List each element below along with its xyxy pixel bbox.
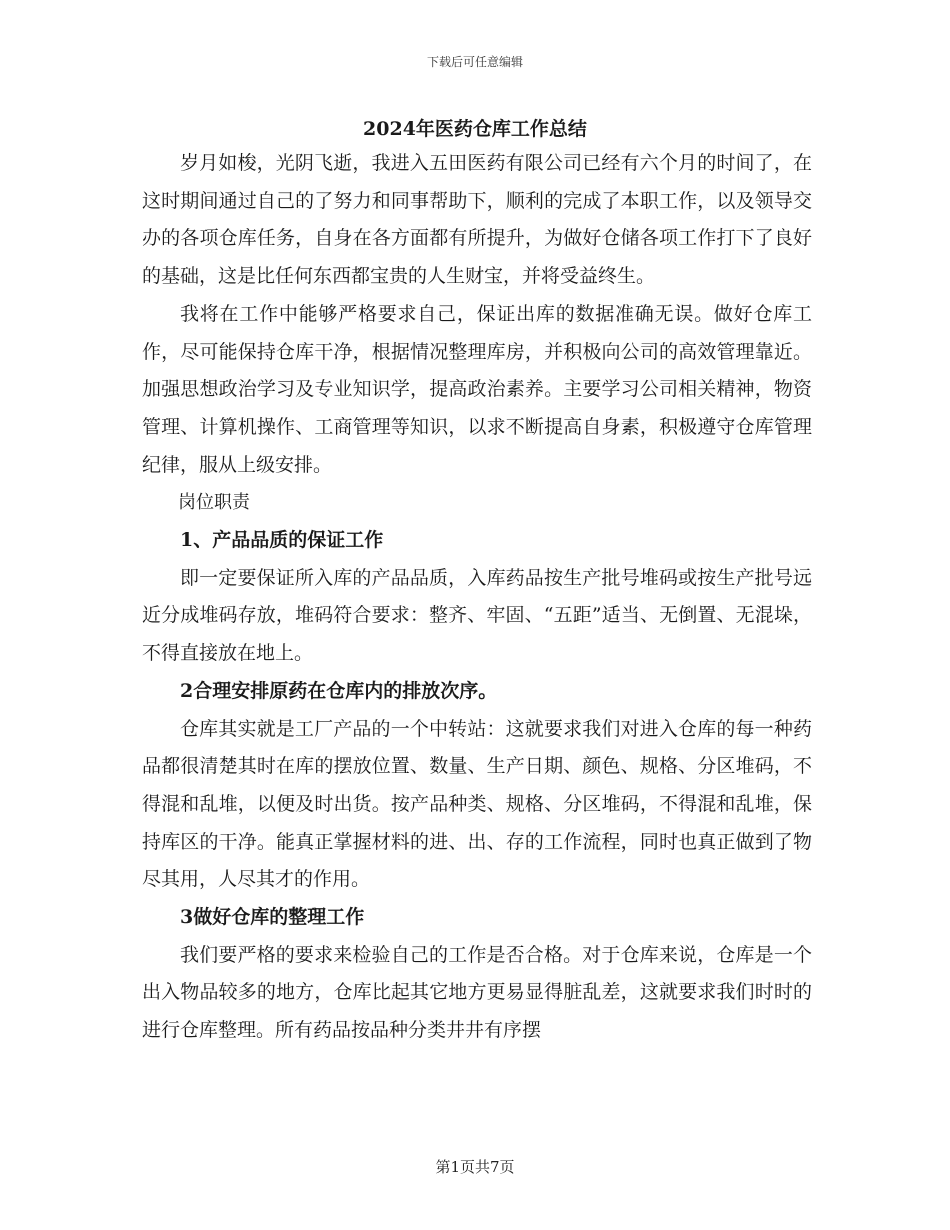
heading-warehouse-tidying: 3做好仓库的整理工作 <box>180 906 365 929</box>
document-title: 2024年医药仓库工作总结 <box>363 118 587 140</box>
heading-storage-order: 2合理安排原药在仓库内的排放次序。 <box>180 679 498 702</box>
section-label-duties: 岗位职责 <box>178 492 250 514</box>
paragraph-intro: 岁月如梭，光阴飞逝，我进入五田医药有限公司已经有六个月的时间了，在这时期间通过自己的了努力和同事帮助下，顺利的完成了本职工作，以及领导交办的各项仓库任务，自身在各方面都有所提升，为做好仓储各项工作打下了良好的基础，这是比任何东西都宝贵的人生财宝，并将受益终生。 <box>142 152 812 288</box>
paragraph-product-quality: 即一定要保证所入库的产品品质，入库药品按生产批号堆码或按生产批号远近分成堆码存放，堆码符合要求：整齐、牢固、“五距”适当、无倒置、无混垛，不得直接放在地上。 <box>142 566 812 665</box>
document-body <box>142 145 812 1050</box>
page-indicator: 第1页共7页 <box>435 1158 515 1176</box>
paragraph-warehouse-tidying: 我们要严格的要求来检验自己的工作是否合格。对于仓库来说，仓库是一个出入物品较多的地方，仓库比起其它地方更易显得脏乱差，这就要求我们时时的进行仓库整理。所有药品按品种分类井井有序摆 <box>142 943 812 1042</box>
paragraph-storage-order: 仓库其实就是工厂产品的一个中转站：这就要求我们对进入仓库的每一种药品都很清楚其时在库的摆放位置、数量、生产日期、颜色、规格、分区堆码，不得混和乱堆，以便及时出货。按产品种类、规格、分区堆码，不得混和乱堆，保持库区的干净。能真正掌握材料的进、出、存的工作流程，同时也真正做到了物尽其用，人尽其才的作用。 <box>142 717 812 891</box>
paragraph-commitment: 我将在工作中能够严格要求自己，保证出库的数据准确无误。做好仓库工作，尽可能保持仓库干净，根据情况整理库房，并积极向公司的高效管理靠近。加强思想政治学习及专业知识学，提高政治素养。主要学习公司相关精神，物资管理、计算机操作、工商管理等知识，以求不断提高自身素，积极遵守仓库管理纪律，服从上级安排。 <box>142 302 812 476</box>
heading-product-quality: 1、产品品质的保证工作 <box>180 529 384 552</box>
header-note: 下载后可任意编辑 <box>426 55 523 69</box>
